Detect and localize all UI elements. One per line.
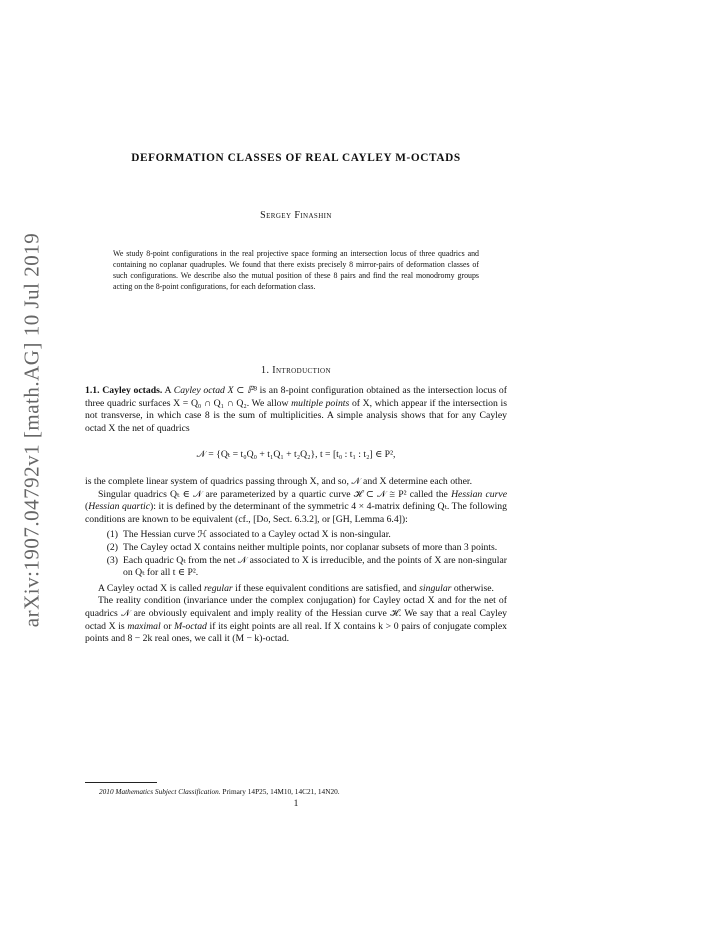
paragraph-regular: [85, 583, 507, 596]
para3-term: Hessian quartic: [88, 501, 151, 513]
footnote-label: 2010 Mathematics Subject Classification.: [99, 787, 221, 796]
arxiv-identifier: arXiv:1907.04792v1 [math.AG] 10 Jul 2019: [19, 232, 44, 628]
para1-text: is an 8-point configuration obtained as the intersection locus of three quadric surfaces X = Q₀ ∩ Q₁ ∩ Q₂. We allow: [85, 385, 507, 409]
paragraph-linear-system: is the complete linear system of quadrics passing through X, and so, 𝒩 and X determine each other.: [85, 475, 472, 487]
para1-term: Cayley octad X ⊂ ℙ³: [173, 385, 257, 396]
condition-text: The Cayley octad X contains neither multiple points, nor coplanar subsets of more than 3 points.: [123, 541, 498, 553]
section-heading: 1. Introduction: [261, 365, 331, 376]
para5-text: if its eight points are all real. If X contains k > 0 pairs of conjugate complex points and 8 − 2k real ones, we call it (M − k)-octad.: [85, 620, 508, 645]
paragraph-cayley-octads: [85, 385, 507, 435]
condition-item: [85, 529, 507, 542]
condition-number: (1): [106, 529, 118, 541]
para3-text: (: [85, 501, 89, 513]
condition-text: The Hessian curve ℋ associated to a Cayley octad X is non-singular.: [123, 529, 391, 541]
conditions-list: [85, 529, 507, 579]
paragraph-hessian: [85, 489, 507, 527]
paragraph-reality: [85, 595, 507, 645]
para4-term: regular: [204, 582, 233, 594]
para3-text: ): it is defined by the determinant of the symmetric 4 × 4-matrix defining Qₜ. The following conditions are known to be equivalent (cf., [Do, Sect. 6.3.2], or [GH, Lemma 6.4]):: [85, 501, 507, 525]
para5-term: maximal: [127, 620, 161, 632]
arxiv-sidebar: [12, 212, 52, 648]
para4-text: otherwise.: [451, 582, 494, 594]
footnote: [99, 787, 507, 797]
condition-number: (2): [106, 541, 118, 553]
para4-term: singular: [419, 582, 452, 594]
footnote-divider: [85, 782, 157, 783]
para1-text: of X, which appear if the intersection is not transverse, in which case 8 is the sum of multiplicities. A simple analysis shows that for any Cayley octad X the net of quadrics: [85, 397, 508, 434]
para3-text: Singular quadrics Qₜ ∈ 𝒩 are parameterized by a quartic curve ℋ ⊂ 𝒩 ≅ P² called the: [98, 488, 452, 500]
paper-author: Sergey Finashin: [260, 210, 332, 221]
page-number: 1: [293, 799, 299, 809]
para1-term: multiple points: [291, 397, 350, 409]
para5-text: The reality condition (invariance under the complex conjugation) for Cayley octad X and for the net of quadrics 𝒩 are obviously equivalent and imply reality of the Hessian curve ℋ. We say that a real Cayley octad X is: [85, 595, 507, 632]
body-text: [85, 385, 507, 646]
condition-item: [85, 555, 507, 580]
condition-text: Each quadric Qₜ from the net 𝒩 associated to X is irreducible, and the points of X are non-singular on Qₜ for all t ∈ P².: [123, 554, 507, 579]
para5-term: M-octad: [174, 620, 207, 632]
footnote-text: Primary 14P25, 14M10, 14C21, 14N20.: [220, 787, 340, 796]
para4-text: if these equivalent conditions are satisfied, and: [232, 582, 420, 594]
para4-text: A Cayley octad X is called: [98, 582, 204, 594]
condition-item: [85, 542, 507, 555]
para5-text: or: [160, 620, 175, 632]
subsection-heading: 1.1. Cayley octads.: [85, 385, 163, 396]
paper-title: DEFORMATION CLASSES OF REAL CAYLEY M-OCTADS: [131, 152, 461, 164]
condition-number: (3): [106, 554, 118, 566]
para1-text: A: [162, 385, 174, 396]
para3-term: Hessian curve: [451, 488, 507, 500]
abstract: We study 8-point configurations in the real projective space forming an intersection locus of three quadrics and containing no coplanar quadruples. We found that there exists precisely 8 mirror-pairs of deformation classes of such configurations. We describe also the mutual position of these 8 pairs and find the real monodromy groups acting on the 8-point configurations, for each deformation class.: [113, 249, 479, 291]
net-formula: 𝒩 = {Qₜ = t₀Q₀ + t₁Q₁ + t₂Q₂}, t = [t₀ : t₁ : t₂] ∈ P²,: [196, 449, 396, 461]
